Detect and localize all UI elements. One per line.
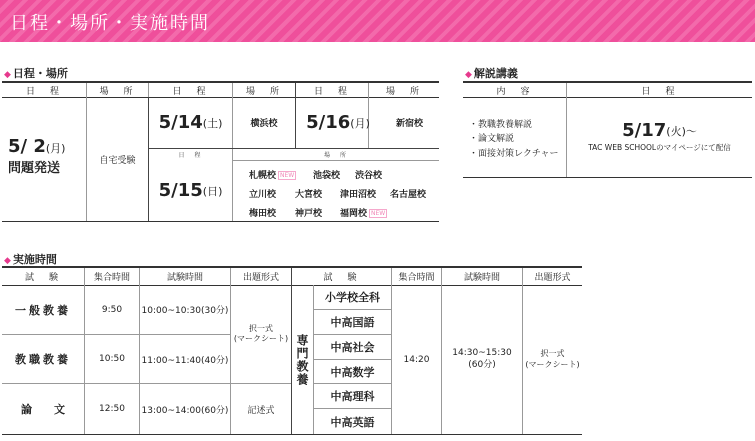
lecture-day-text: (火) [666, 124, 686, 138]
home-day-text: (月) [45, 142, 66, 155]
lecture-header-rule [463, 97, 752, 98]
exam-format: 択一式 (マークシート) [525, 349, 580, 369]
sub-header-place: 場 所 [323, 152, 348, 159]
lecture-heading [465, 65, 518, 81]
date-0514 [149, 97, 232, 148]
exam-general: 一般教養 [15, 303, 71, 317]
place-umeda: 梅田校 [249, 209, 277, 219]
exam-format: 記述式 [247, 405, 275, 416]
place-fukuoka-text: 福岡校 [340, 209, 368, 219]
place-omiya: 大宮校 [295, 190, 323, 200]
date-0515 [149, 160, 232, 221]
exam-essay: 論 文 [21, 403, 65, 416]
place-yokohama: 横浜校 [250, 119, 278, 129]
col-header-exam: 試 験 [24, 273, 61, 283]
gather-time: 14:20 [403, 354, 430, 365]
col-header-exam: 試 験 [323, 273, 360, 283]
col-header-date: 日 程 [25, 86, 62, 97]
schedule-heading-text: 日程・場所 [12, 67, 68, 80]
col-header-content: 内 容 [496, 86, 533, 97]
lecture-date-text: 5/17 [622, 120, 667, 141]
home-date-text: 5/ 2 [8, 136, 46, 157]
col-header-format: 出題形式 [534, 273, 571, 283]
col-header-place: 場 所 [245, 86, 282, 97]
home-exam-note: 問題発送 [8, 161, 61, 176]
place-nagoya: 名古屋校 [390, 190, 427, 200]
col-header-place: 場 所 [385, 86, 422, 97]
place-fukuoka [340, 206, 387, 219]
place-kobe: 神戸校 [295, 209, 323, 219]
specialty-label-text: 専門教養 [295, 333, 309, 386]
place-tachikawa: 立川校 [249, 190, 277, 200]
col-header-place: 場 所 [99, 86, 136, 97]
col-header-date: 日 程 [172, 86, 209, 97]
new-badge: NEW [280, 172, 295, 179]
subject-item: 小学校全科 [325, 291, 380, 304]
subject-item: 中高国語 [330, 316, 375, 329]
exam-format: 択一式 (マークシート) [233, 323, 289, 343]
lecture-note: TAC WEB SCHOOLのマイページにて配信 [588, 143, 731, 152]
diamond-bullet-icon: ◆ [465, 70, 472, 80]
new-badge: NEW [371, 210, 386, 217]
gather-time: 12:50 [99, 404, 125, 414]
exam-time: 11:00~11:40(40分) [141, 355, 229, 366]
date-0514-day: (土) [202, 116, 223, 130]
place-shibuya: 渋谷校 [355, 171, 383, 181]
col-header-gather: 集合時間 [93, 273, 130, 283]
place-sapporo-text: 札幌校 [249, 171, 277, 181]
gather-time: 9:50 [101, 304, 123, 315]
col-header-format: 出題形式 [242, 273, 279, 283]
timing-heading [4, 251, 57, 267]
date-0515-text: 5/15 [158, 180, 203, 201]
subject-item: 中高理科 [330, 390, 375, 403]
home-exam-date [8, 136, 65, 157]
exam-time: 14:30~15:30 (60分) [452, 347, 512, 370]
banner-title: 日程・場所・実施時間 [10, 13, 210, 34]
diamond-bullet-icon: ◆ [4, 256, 11, 266]
lecture-item: ・面接対策レクチャー [469, 149, 559, 159]
timing-heading-text: 実施時間 [12, 253, 57, 266]
date-0515-day: (日) [202, 184, 223, 198]
place-tsudanuma: 津田沼校 [340, 190, 377, 200]
lecture-date [567, 120, 752, 141]
col-header-duration: 試験時間 [463, 273, 500, 283]
schedule-divider [232, 160, 439, 161]
date-0516-text: 5/16 [306, 112, 351, 133]
date-0514-text: 5/14 [158, 112, 203, 133]
exam-time: 10:00~10:30(30分) [141, 306, 229, 316]
exam-teaching: 教職教養 [15, 353, 71, 366]
timing-bottom-rule [2, 434, 582, 435]
lecture-bottom-rule [463, 177, 752, 178]
home-exam-place: 自宅受験 [99, 155, 136, 166]
subject-item: 中高英語 [330, 415, 375, 429]
schedule-heading [4, 65, 68, 81]
lecture-item: ・教職教養解説 [469, 120, 533, 130]
place-ikebukuro: 池袋校 [313, 171, 341, 181]
sub-header-date: 日 程 [178, 152, 203, 159]
gather-time: 10:50 [99, 354, 125, 364]
date-0516-day: (月) [350, 116, 370, 130]
lecture-heading-text: 解説講義 [473, 67, 518, 80]
col-header-date: 日 程 [641, 86, 678, 97]
schedule-bottom-rule [2, 221, 439, 222]
place-sapporo [249, 168, 296, 181]
col-header-date: 日 程 [313, 86, 350, 97]
lecture-item: ・論文解説 [469, 134, 515, 144]
subject-item: 中高社会 [330, 341, 375, 354]
date-0516 [296, 97, 380, 148]
col-header-gather: 集合時間 [398, 273, 435, 283]
col-header-duration: 試験時間 [166, 273, 203, 283]
diamond-bullet-icon: ◆ [4, 70, 11, 80]
subject-item: 中高数学 [330, 365, 375, 379]
specialty-label [292, 285, 313, 434]
lecture-date-suffix: ～ [685, 124, 697, 138]
exam-time: 13:00~14:00(60分) [141, 405, 229, 416]
place-shinjuku: 新宿校 [395, 119, 423, 129]
